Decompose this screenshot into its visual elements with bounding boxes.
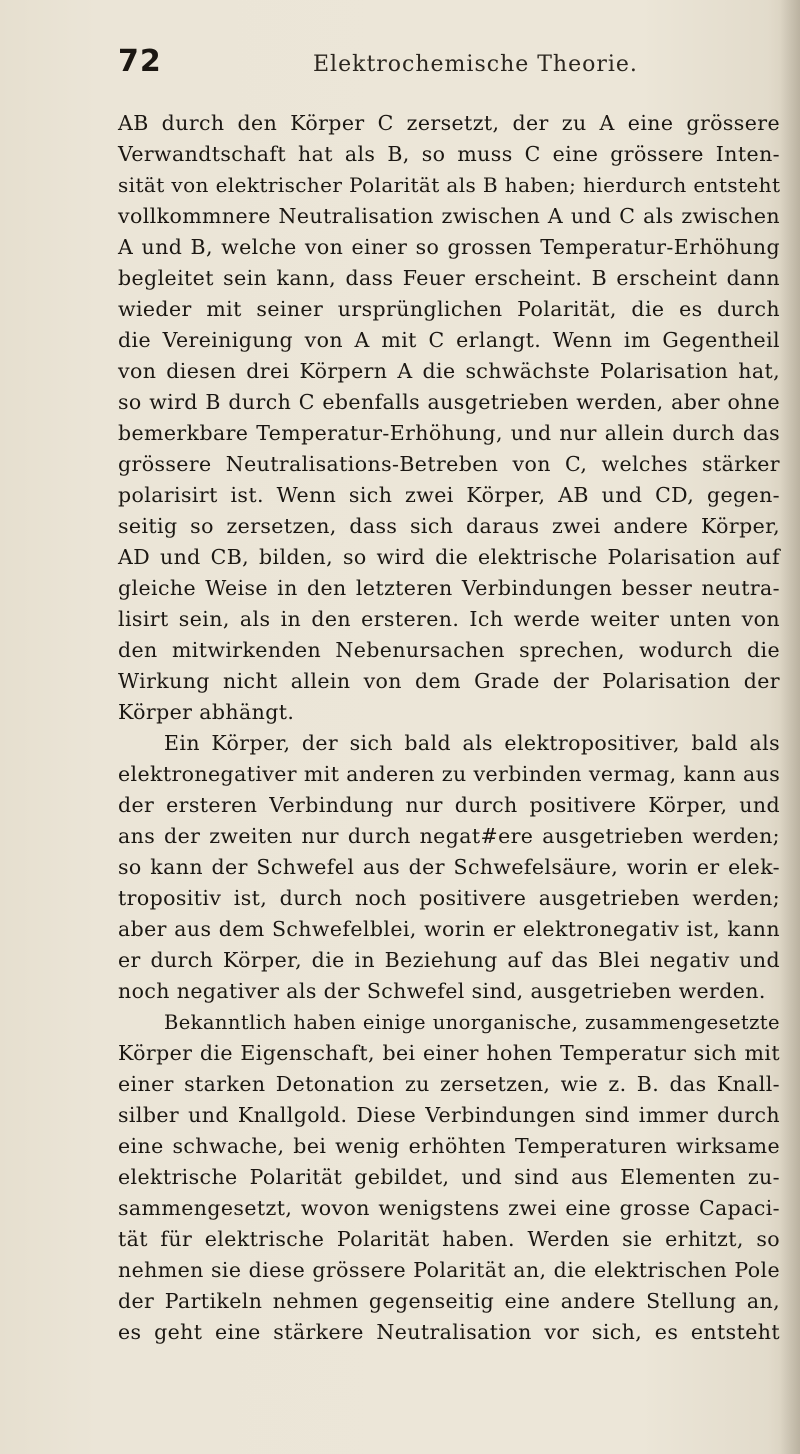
- running-title: Elektrochemische Theorie.: [313, 52, 638, 77]
- text-line: die Vereinigung von A mit C erlangt. Wenn im Gegentheil: [118, 328, 780, 352]
- text-line: tät für elektrische Polarität haben. Werden sie erhitzt, so: [118, 1227, 780, 1251]
- text-line: grössere Neutralisations-Betreben von C, welches stärker: [118, 452, 780, 476]
- text-line: vollkommnere Neutralisation zwischen A und C als zwischen: [118, 204, 780, 228]
- body-text: [118, 108, 780, 1348]
- text-line: er durch Körper, die in Beziehung auf das Blei negativ und: [118, 948, 780, 972]
- text-line: sität von elektrischer Polarität als B haben; hierdurch entsteht: [118, 173, 781, 197]
- text-line: nehmen sie diese grössere Polarität an, die elektrischen Pole: [118, 1258, 780, 1282]
- text-line: AB durch den Körper C zersetzt, der zu A eine grössere: [118, 111, 780, 135]
- text-line: der Partikeln nehmen gegenseitig eine andere Stellung an,: [118, 1289, 780, 1313]
- text-line: Ein Körper, der sich bald als elektropositiver, bald als: [164, 731, 780, 755]
- text-line: den mitwirkenden Nebenursachen sprechen, wodurch die: [118, 638, 780, 662]
- text-line: A und B, welche von einer so grossen Temperatur-Erhöhung: [118, 235, 780, 259]
- text-line: der ersteren Verbindung nur durch positivere Körper, und: [118, 793, 780, 817]
- text-line: begleitet sein kann, dass Feuer erscheint. B erscheint dann: [118, 266, 780, 290]
- page-edge-shadow: [780, 0, 800, 1454]
- text-line: Körper abhängt.: [118, 700, 295, 724]
- page-number: 72: [118, 44, 162, 79]
- text-line: seitig so zersetzen, dass sich daraus zwei andere Körper,: [118, 514, 780, 538]
- text-line: polarisirt ist. Wenn sich zwei Körper, AB und CD, gegen-: [118, 483, 780, 507]
- text-line: elektrische Polarität gebildet, und sind aus Elementen zu-: [118, 1165, 780, 1189]
- text-line: ans der zweiten nur durch negat#ere ausgetrieben werden;: [118, 824, 780, 848]
- text-line: wieder mit seiner ursprünglichen Polarität, die es durch: [118, 297, 780, 321]
- text-line: bemerkbare Temperatur-Erhöhung, und nur allein durch das: [118, 421, 780, 445]
- text-line: von diesen drei Körpern A die schwächste Polarisation hat,: [118, 359, 780, 383]
- text-line: so wird B durch C ebenfalls ausgetrieben werden, aber ohne: [118, 390, 780, 414]
- text-line: Verwandtschaft hat als B, so muss C eine grössere Inten-: [118, 142, 780, 166]
- text-line: aber aus dem Schwefelblei, worin er elektronegativ ist, kann: [118, 917, 780, 941]
- text-line: eine schwache, bei wenig erhöhten Temperaturen wirksame: [118, 1134, 780, 1158]
- text-line: lisirt sein, als in den ersteren. Ich werde weiter unten von: [118, 607, 780, 631]
- text-line: einer starken Detonation zu zersetzen, wie z. B. das Knall-: [118, 1072, 780, 1096]
- text-line: noch negativer als der Schwefel sind, ausgetrieben werden.: [118, 979, 766, 1003]
- text-line: Bekanntlich haben einige unorganische, zusammengesetzte: [164, 1011, 780, 1034]
- text-line: so kann der Schwefel aus der Schwefelsäure, worin er elek-: [118, 855, 780, 879]
- text-line: gleiche Weise in den letzteren Verbindungen besser neutra-: [118, 576, 780, 600]
- text-line: sammengesetzt, wovon wenigstens zwei eine grosse Capaci-: [118, 1196, 780, 1220]
- text-line: Körper die Eigenschaft, bei einer hohen Temperatur sich mit: [118, 1041, 780, 1065]
- text-line: es geht eine stärkere Neutralisation vor sich, es entsteht: [118, 1320, 780, 1344]
- text-line: elektronegativer mit anderen zu verbinden vermag, kann aus: [118, 762, 781, 786]
- text-line: AD und CB, bilden, so wird die elektrische Polarisation auf: [118, 545, 780, 569]
- text-line: Wirkung nicht allein von dem Grade der Polarisation der: [118, 669, 780, 693]
- text-line: silber und Knallgold. Diese Verbindungen sind immer durch: [118, 1103, 780, 1127]
- page-header: [118, 44, 778, 84]
- text-line: tropositiv ist, durch noch positivere ausgetrieben werden;: [118, 886, 780, 910]
